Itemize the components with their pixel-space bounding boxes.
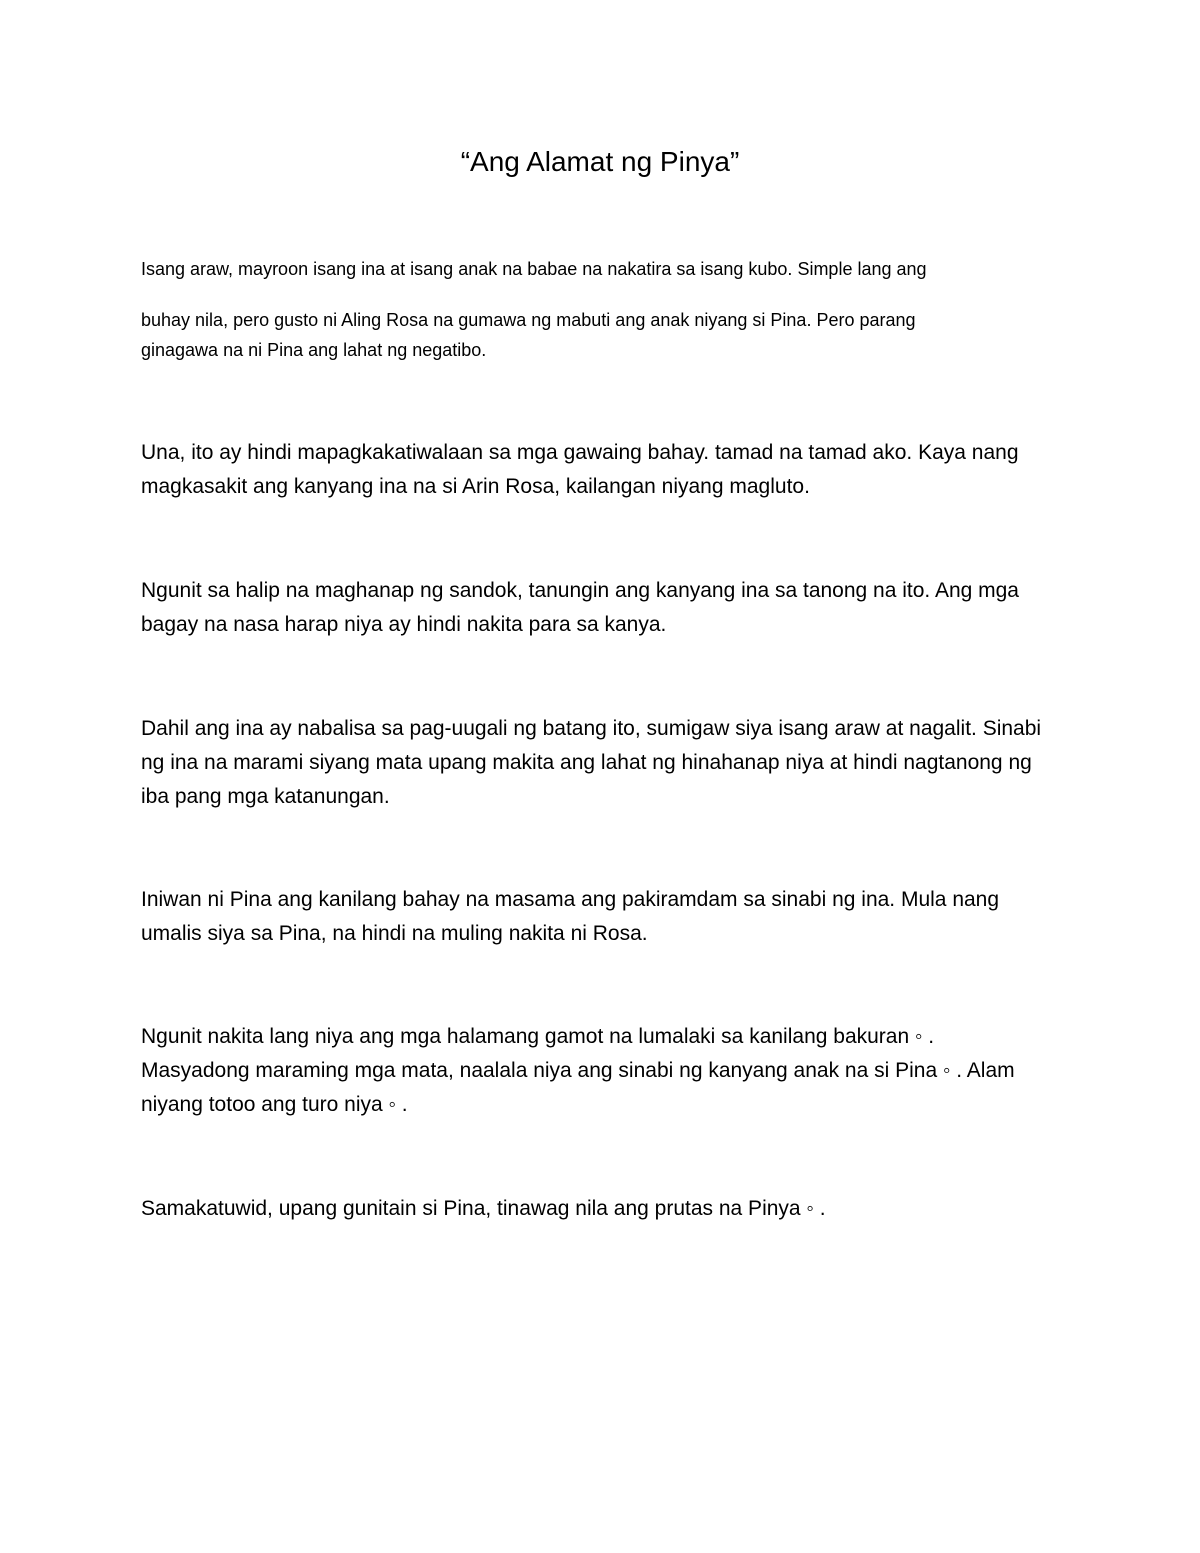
paragraph-6-line-2: Masyadong maraming mga mata, naalala niya ang sinabi ng kanyang anak na si Pina ◦ . Alam [141, 1059, 1015, 1082]
paragraph-1-line-1: Isang araw, mayroon isang ina at isang anak na babae na nakatira sa isang kubo. Simple lang ang [141, 259, 927, 279]
paragraph-5-line-2: umalis siya sa Pina, na hindi na muling nakita ni Rosa. [141, 922, 648, 945]
paragraph-1-line-2: buhay nila, pero gusto ni Aling Rosa na gumawa ng mabuti ang anak niyang si Pina. Pero parang [141, 310, 916, 330]
paragraph-4-line-2: ng ina na marami siyang mata upang makita ang lahat ng hinahanap niya at hindi nagtanong ng [141, 751, 1032, 774]
paragraph-5-line-1: Iniwan ni Pina ang kanilang bahay na masama ang pakiramdam sa sinabi ng ina. Mula nang [141, 888, 1000, 911]
document-title: “Ang Alamat ng Pinya” [460, 146, 740, 177]
paragraph-6-line-3: niyang totoo ang turo niya ◦ . [141, 1093, 408, 1116]
paragraph-1-line-3: ginagawa na ni Pina ang lahat ng negatibo. [141, 340, 487, 360]
paragraph-7-line-1: Samakatuwid, upang gunitain si Pina, tinawag nila ang prutas na Pinya ◦ . [141, 1197, 826, 1220]
paragraph-4-line-1: Dahil ang ina ay nabalisa sa pag-uugali ng batang ito, sumigaw siya isang araw at nagalit. Sinabi [141, 717, 1042, 740]
paragraph-2-line-2: magkasakit ang kanyang ina na si Arin Rosa, kailangan niyang magluto. [141, 475, 810, 498]
paragraph-4-line-3: iba pang mga katanungan. [141, 785, 390, 808]
paragraph-2-line-1: Una, ito ay hindi mapagkakatiwalaan sa mga gawaing bahay. tamad na tamad ako. Kaya nang [141, 441, 1019, 464]
paragraph-6-line-1: Ngunit nakita lang niya ang mga halamang gamot na lumalaki sa kanilang bakuran ◦ . [141, 1025, 935, 1048]
paragraph-3-line-2: bagay na nasa harap niya ay hindi nakita para sa kanya. [141, 613, 667, 636]
paragraph-3-line-1: Ngunit sa halip na maghanap ng sandok, tanungin ang kanyang ina sa tanong na ito. Ang mga [141, 579, 1019, 602]
